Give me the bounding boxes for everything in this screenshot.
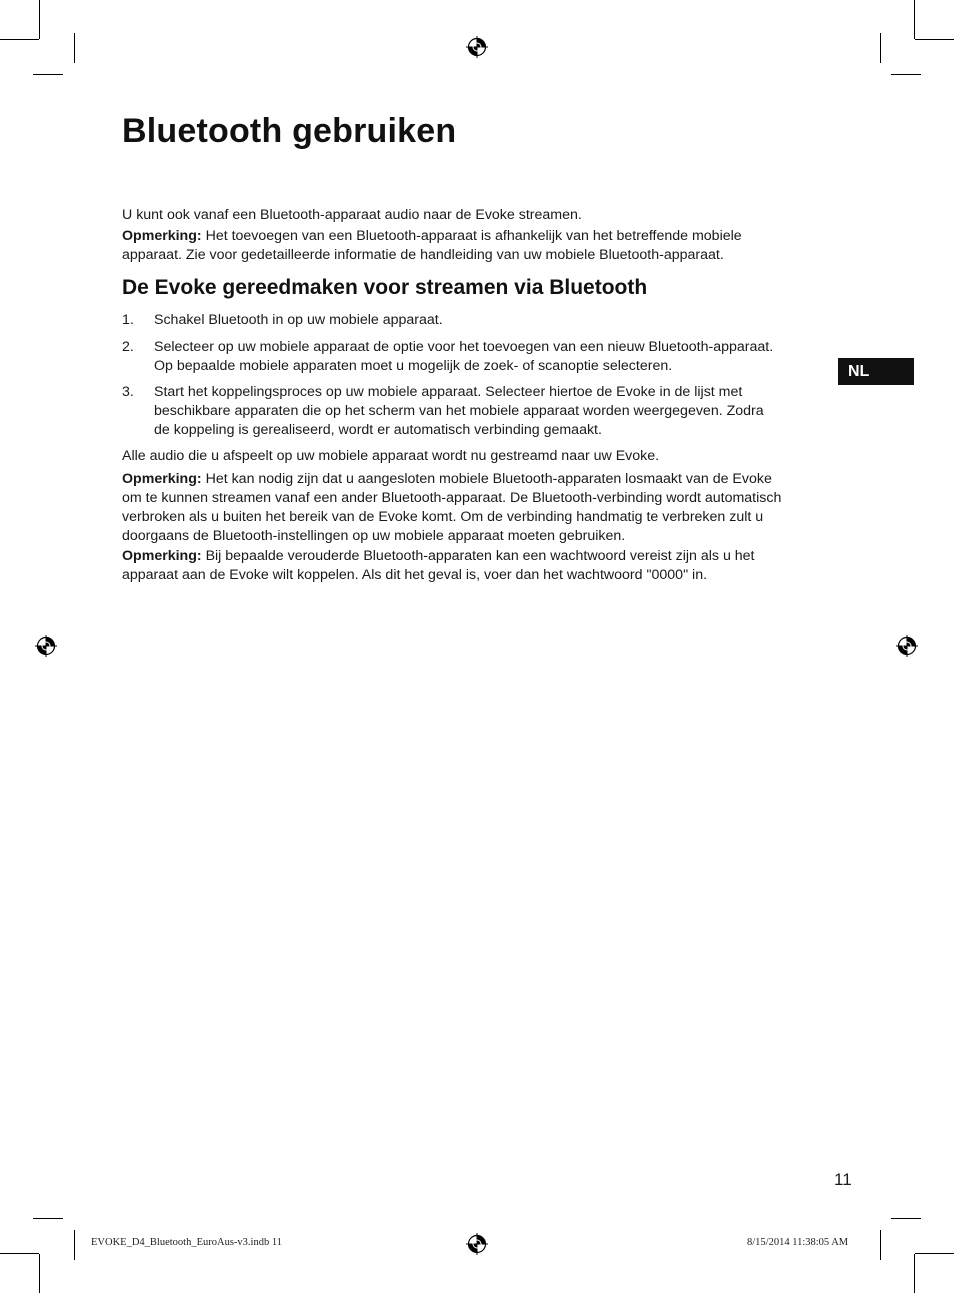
step-number: 3. [122, 384, 134, 400]
crop-mark [891, 1218, 921, 1219]
note-label: Opmerking: [122, 228, 202, 244]
crop-mark [915, 1253, 954, 1254]
crop-mark [39, 1254, 40, 1293]
page-number: 11 [834, 1170, 852, 1189]
note-paragraph [122, 470, 832, 546]
crop-mark [914, 1254, 915, 1293]
registration-mark-icon [896, 635, 918, 657]
step-text: de koppeling is gerealiseerd, wordt er automatisch verbinding gemaakt. [154, 422, 602, 438]
step-number: 2. [122, 339, 134, 355]
registration-mark-icon [35, 635, 57, 657]
step-text: Op bepaalde mobiele apparaten moet u mogelijk de zoek- of scanoptie selecteren. [154, 358, 673, 374]
crop-mark [915, 39, 954, 40]
crop-mark [74, 1230, 75, 1260]
crop-mark [880, 33, 881, 63]
crop-mark [0, 1253, 39, 1254]
crop-mark [914, 0, 915, 39]
step-number: 1. [122, 312, 134, 328]
note-text: doorgaans de Bluetooth-instellingen op uw mobiele apparaat moeten gebruiken. [122, 528, 626, 544]
page-title: Bluetooth gebruiken [122, 112, 457, 150]
intro-text: U kunt ook vanaf een Bluetooth-apparaat audio naar de Evoke streamen. [122, 207, 582, 223]
note-text: Het kan nodig zijn dat u aangesloten mobiele Bluetooth-apparaten losmaakt van de Evoke [201, 471, 772, 487]
note-text: apparaat. Zie voor gedetailleerde informatie de handleiding van uw mobiele Bluetooth-apparaat. [122, 247, 724, 263]
crop-mark [74, 33, 75, 63]
section-heading: De Evoke gereedmaken voor streamen via Bluetooth [122, 276, 648, 299]
crop-mark [0, 39, 39, 40]
crop-mark [891, 74, 921, 75]
slug-date: 8/15/2014 11:38:05 AM [747, 1237, 849, 1248]
intro-paragraph [122, 206, 832, 225]
body-paragraph [122, 447, 832, 466]
note-text: apparaat aan de Evoke wilt koppelen. Als dit het geval is, voer dan het wachtwoord "0000" in. [122, 567, 708, 583]
step-text: Selecteer op uw mobiele apparaat de optie voor het toevoegen van een nieuw Bluetooth-apparaat. [154, 339, 774, 355]
note-paragraph [122, 227, 832, 265]
note-text: om te kunnen streamen vanaf een ander Bluetooth-apparaat. De Bluetooth-verbinding wordt automatisch [122, 490, 782, 506]
registration-mark-icon [466, 1233, 488, 1255]
note-text: Bij bepaalde verouderde Bluetooth-apparaten kan een wachtwoord vereist zijn als u het [201, 548, 755, 564]
note-paragraph [122, 547, 832, 585]
step-text: beschikbare apparaten die op het scherm van het mobiele apparaat worden weergegeven. Zodra [154, 403, 764, 419]
crop-mark [33, 1218, 63, 1219]
note-text: verbroken als u buiten het bereik van de Evoke komt. Om de verbinding handmatig te verbreken zult u [122, 509, 764, 525]
crop-mark [39, 0, 40, 39]
slug-file: EVOKE_D4_Bluetooth_EuroAus-v3.indb 11 [91, 1237, 282, 1248]
body-text: Alle audio die u afspeelt op uw mobiele apparaat wordt nu gestreamd naar uw Evoke. [122, 448, 660, 464]
note-text: Het toevoegen van een Bluetooth-apparaat is afhankelijk van het betreffende mobiele [201, 228, 742, 244]
step-text: Start het koppelingsproces op uw mobiele apparaat. Selecteer hiertoe de Evoke in de lijst met [154, 384, 743, 400]
note-label: Opmerking: [122, 548, 202, 564]
crop-mark [880, 1230, 881, 1260]
crop-mark [33, 74, 63, 75]
step-text: Schakel Bluetooth in op uw mobiele apparaat. [154, 312, 443, 328]
note-label: Opmerking: [122, 471, 202, 487]
registration-mark-icon [466, 36, 488, 58]
language-badge: NL [838, 358, 914, 385]
